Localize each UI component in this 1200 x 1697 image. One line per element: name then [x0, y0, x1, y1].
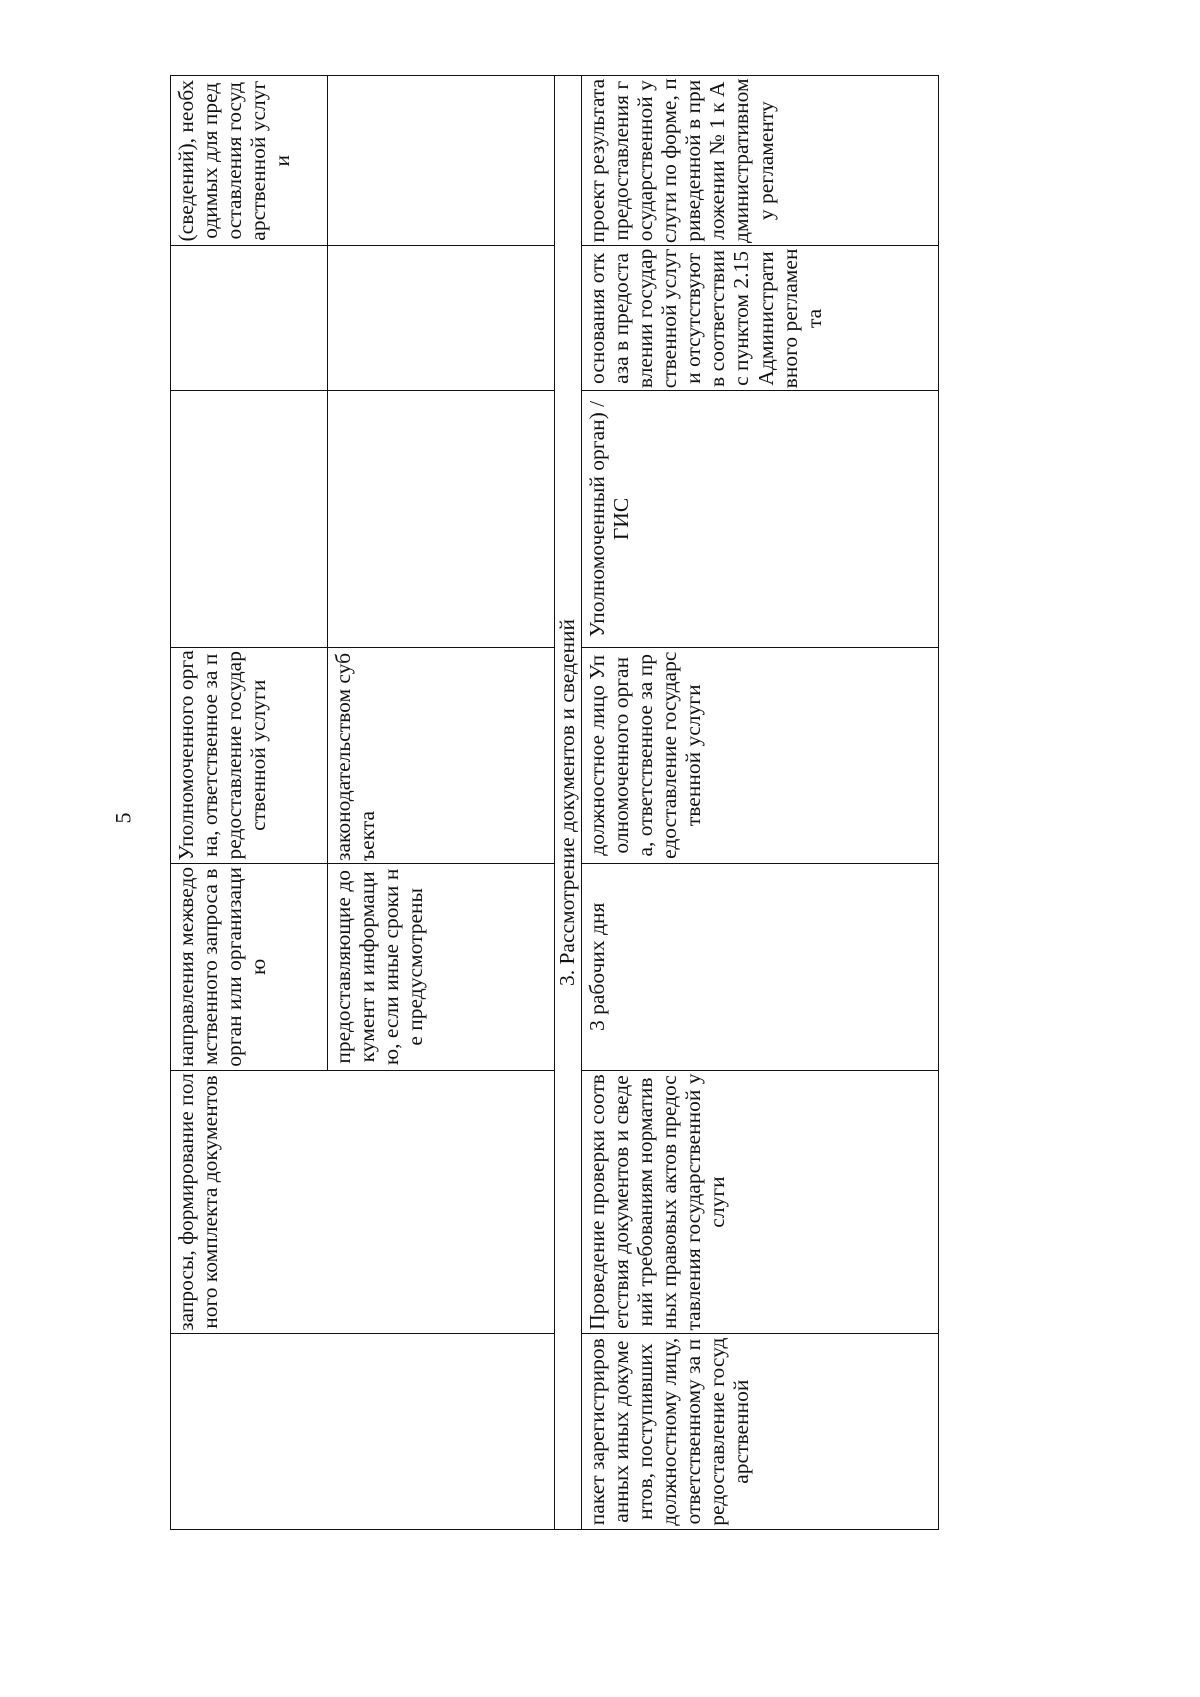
cell-r1-c5 [171, 391, 328, 647]
cell-r2-c7 [328, 76, 555, 246]
cell-r1-c6 [171, 246, 328, 391]
cell-r1-c1 [171, 1334, 555, 1530]
section-title: 3. Рассмотрение документов и сведений [555, 76, 582, 1530]
cell-r4-c7: проект результата предоставления государственной услуги по форме, приведенной в приложении № 1 к Административному регламенту [582, 76, 939, 246]
cell-r2-c3: предоставляющие документ и информацию, если иные сроки не предусмотрены [328, 864, 555, 1071]
table-row [171, 76, 328, 1530]
cell-r4-c6: основания отказа в предоставлении государственной услуги отсутствуют в соответствии с пунктом 2.15 Административного регламента [582, 246, 939, 391]
cell-r4-c2: Проведение проверки соответствия документов и сведений требованиям нормативных правовых актов предоставления государственной услуги [582, 1070, 939, 1334]
cell-r2-c6 [328, 246, 555, 391]
cell-r2-c4: законодательством субъекта [328, 647, 555, 864]
procedures-table [170, 75, 939, 1530]
cell-r1-c2: запросы, формирование полного комплекта документов [171, 1070, 555, 1334]
cell-r4-c1: пакет зарегистрированных иных документов, поступивших должностному лицу, ответственному за предоставление государственной [582, 1334, 939, 1530]
cell-r1-c7: (сведений), необходимых для предоставления государственной услуги [171, 76, 328, 246]
cell-r1-c3: направления межведомственного запроса в орган или организацию [171, 864, 328, 1071]
table-row [555, 76, 582, 1530]
table-row [582, 76, 939, 1530]
cell-r4-c4: должностное лицо Уполномоченного органа, ответственное за предоставление государственной услуги [582, 647, 939, 864]
rotated-table-container [170, 75, 1075, 1530]
cell-r2-c5 [328, 391, 555, 647]
cell-r1-c4: Уполномоченного органа, ответственное за предоставление государственной услуги [171, 647, 328, 864]
page-number: 5 [110, 812, 136, 824]
cell-r4-c3: 3 рабочих дня [582, 864, 939, 1071]
cell-r4-c5: Уполномоченный орган) / ГИС [582, 391, 939, 647]
